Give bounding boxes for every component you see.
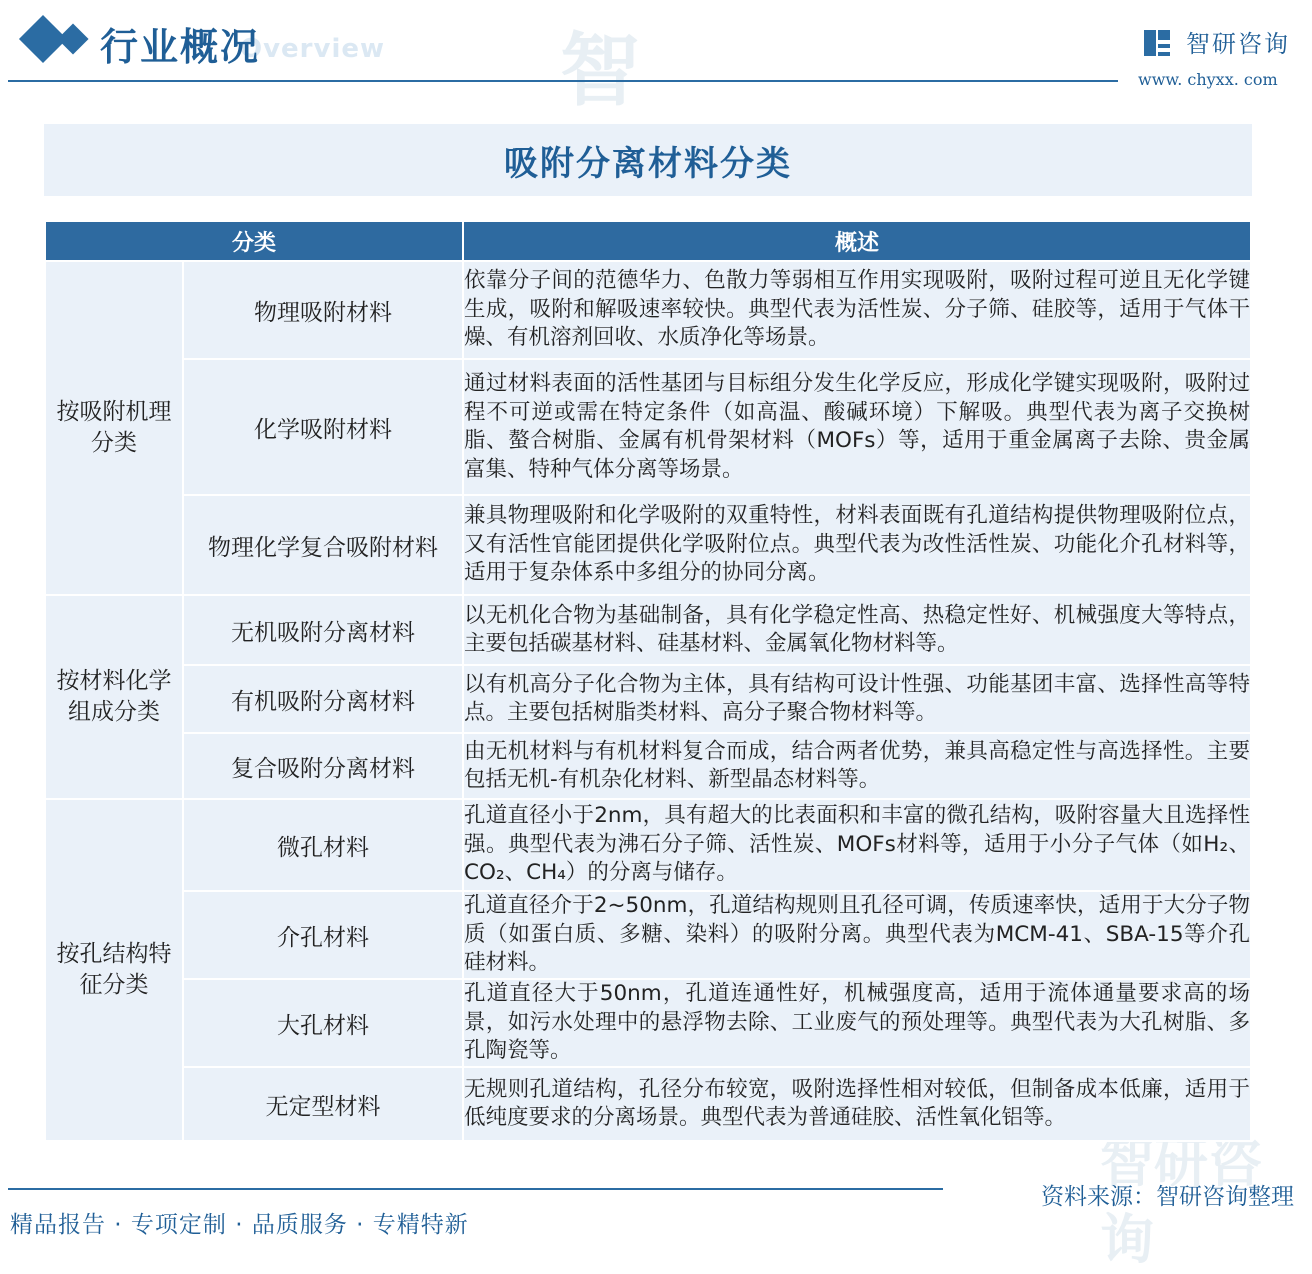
header-category: 分类 (45, 221, 463, 261)
table-row (45, 733, 1251, 799)
footer-slogan: 精品报告 · 专项定制 · 品质服务 · 专精特新 (10, 1212, 469, 1238)
table-row (45, 261, 1251, 359)
table-row (45, 665, 1251, 733)
table-header-row (45, 221, 1251, 261)
panel-title-box (44, 124, 1252, 196)
brand-name: 智研咨询 (1186, 30, 1290, 58)
subcategory-name: 物理化学复合吸附材料 (183, 495, 463, 595)
page-header (0, 0, 1312, 90)
subcategory-description: 依靠分子间的范德华力、色散力等弱相互作用实现吸附，吸附过程可逆且无化学键生成，吸附和解吸速率较快。典型代表为活性炭、分子筛、硅胶等，适用于气体干燥、有机溶剂回收、水质净化等场景。 (463, 261, 1251, 359)
subcategory-name: 无机吸附分离材料 (183, 595, 463, 665)
subcategory-name: 复合吸附分离材料 (183, 733, 463, 799)
subcategory-description: 以有机高分子化合物为主体，具有结构可设计性强、功能基团丰富、选择性高等特点。主要包括树脂类材料、高分子聚合物材料等。 (463, 665, 1251, 733)
subcategory-name: 微孔材料 (183, 799, 463, 891)
subcategory-description: 兼具物理吸附和化学吸附的双重特性，材料表面既有孔道结构提供物理吸附位点，又有活性官能团提供化学吸附位点。典型代表为改性活性炭、功能化介孔材料等，适用于复杂体系中多组分的协同分离。 (463, 495, 1251, 595)
header-divider (8, 80, 1118, 82)
group-category: 按吸附机理分类 (45, 261, 183, 595)
brand-url: www. chyxx. com (1138, 70, 1278, 89)
subcategory-name: 物理吸附材料 (183, 261, 463, 359)
subcategory-description: 由无机材料与有机材料复合而成，结合两者优势，兼具高稳定性与高选择性。主要包括无机-有机杂化材料、新型晶态材料等。 (463, 733, 1251, 799)
footer-divider (8, 1188, 943, 1190)
group-category: 按孔结构特征分类 (45, 799, 183, 1141)
subcategory-name: 有机吸附分离材料 (183, 665, 463, 733)
subcategory-name: 大孔材料 (183, 979, 463, 1067)
panel-title: 吸附分离材料分类 (504, 143, 792, 184)
subcategory-name: 无定型材料 (183, 1067, 463, 1141)
table-row (45, 891, 1251, 979)
table-row (45, 495, 1251, 595)
subcategory-description: 孔道直径介于2~50nm，孔道结构规则且孔径可调，传质速率快，适用于大分子物质（如蛋白质、多糖、染料）的吸附分离。典型代表为MCM-41、SBA-15等介孔硅材料。 (463, 891, 1251, 979)
section-subtitle: Overview (240, 34, 386, 64)
watermark-logo: 智研咨询 (1100, 1131, 1262, 1271)
watermark-logo: 智 (560, 24, 640, 117)
table-row (45, 1067, 1251, 1141)
header-description: 概述 (463, 221, 1251, 261)
section-title: 行业概况 (100, 25, 261, 69)
table-row (45, 979, 1251, 1067)
table-row (45, 595, 1251, 665)
brand-logo-icon (1142, 28, 1172, 58)
subcategory-name: 介孔材料 (183, 891, 463, 979)
subcategory-description: 孔道直径小于2nm，具有超大的比表面积和丰富的微孔结构，吸附容量大且选择性强。典型代表为沸石分子筛、活性炭、MOFs材料等，适用于小分子气体（如H₂、CO₂、CH₄）的分离与储存。 (463, 799, 1251, 891)
table-row (45, 359, 1251, 495)
group-category: 按材料化学组成分类 (45, 595, 183, 799)
subcategory-name: 化学吸附材料 (183, 359, 463, 495)
source-note: 资料来源：智研咨询整理 (1041, 1184, 1294, 1210)
table-row (45, 799, 1251, 891)
subcategory-description: 孔道直径大于50nm，孔道连通性好，机械强度高，适用于流体通量要求高的场景，如污水处理中的悬浮物去除、工业废气的预处理等。典型代表为大孔树脂、多孔陶瓷等。 (463, 979, 1251, 1067)
classification-table (44, 220, 1252, 1142)
subcategory-description: 通过材料表面的活性基团与目标组分发生化学反应，形成化学键实现吸附，吸附过程不可逆或需在特定条件（如高温、酸碱环境）下解吸。典型代表为离子交换树脂、螯合树脂、金属有机骨架材料（MOFs）等，适用于重金属离子去除、贵金属富集、特种气体分离等场景。 (463, 359, 1251, 495)
subcategory-description: 无规则孔道结构，孔径分布较宽，吸附选择性相对较低，但制备成本低廉，适用于低纯度要求的分离场景。典型代表为普通硅胶、活性氧化铝等。 (463, 1067, 1251, 1141)
diamond-small-icon (57, 23, 88, 54)
subcategory-description: 以无机化合物为基础制备，具有化学稳定性高、热稳定性好、机械强度大等特点，主要包括碳基材料、硅基材料、金属氧化物材料等。 (463, 595, 1251, 665)
